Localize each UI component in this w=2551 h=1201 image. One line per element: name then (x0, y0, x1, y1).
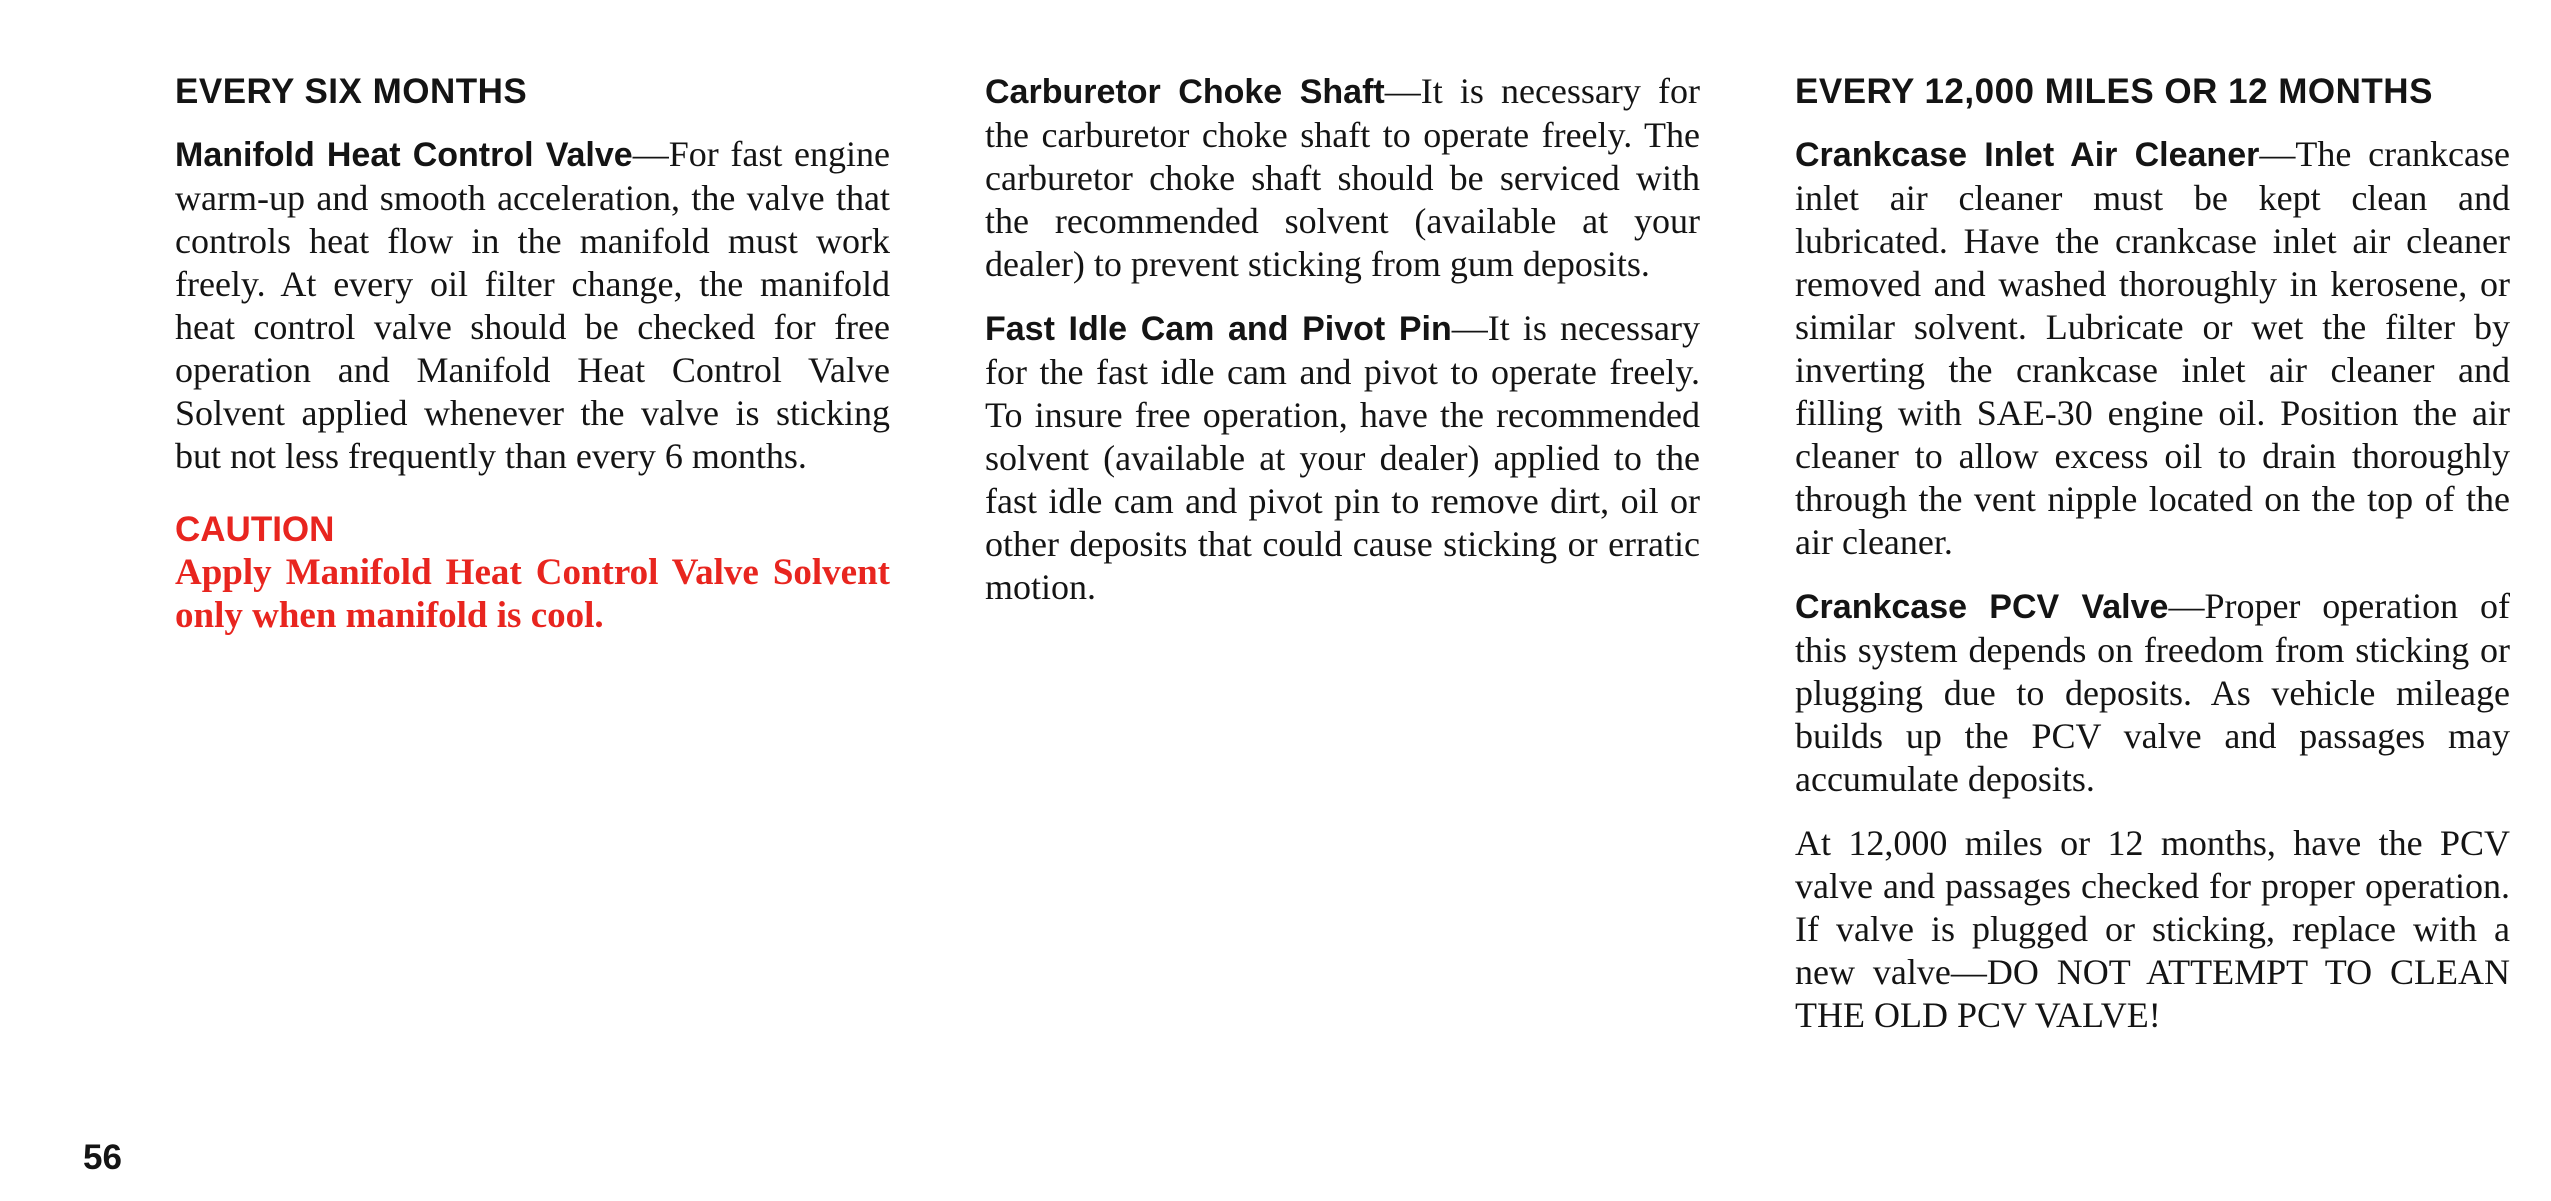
paragraph-fast-idle-cam (985, 307, 1700, 609)
column-right (1795, 70, 2510, 1058)
paragraph-crankcase-pcv-valve (1795, 585, 2510, 801)
term-carburetor-choke-shaft: Carburetor Choke Shaft (985, 73, 1385, 111)
page-number: 56 (83, 1138, 122, 1177)
paragraph-crankcase-inlet-air-cleaner (1795, 133, 2510, 564)
body-fast-idle-cam: —It is necessary for the fast idle cam and pivot to operate freely. To insure free operation, have the recommended solvent (available at your dealer) applied to the fast idle cam and pivot pin to remove dirt, oil or other deposits that could cause sticking or erratic motion. (985, 308, 1700, 607)
paragraph-carburetor-choke-shaft (985, 70, 1700, 286)
body-manifold-heat-control-valve: —For fast engine warm-up and smooth acceleration, the valve that controls heat flow in the manifold must work freely. At every oil filter change, the manifold heat control valve should be checked for free operation and Manifold Heat Control Valve Solvent applied whenever the valve is sticking but not less frequently than every 6 months. (175, 134, 891, 476)
column-middle (985, 70, 1700, 630)
body-crankcase-inlet-air-cleaner: —The crankcase inlet air cleaner must be kept clean and lubricated. Have the crankcase inlet air cleaner removed and washed thoroughly in kerosene, or similar solvent. Lubricate or wet the filter by inverting the crankcase inlet air cleaner and filling with SAE-30 engine oil. Position the air cleaner to allow excess oil to drain thoroughly through the vent nipple located on the top of the air cleaner. (1795, 134, 2511, 562)
term-manifold-heat-control-valve: Manifold Heat Control Valve (175, 136, 633, 174)
body-crankcase-pcv-valve: —Proper operation of this system depends on freedom from sticking or plugging due to deposits. As vehicle mileage builds up the PCV valve and passages may accumulate deposits. (1795, 586, 2510, 799)
caution-label: CAUTION (175, 510, 335, 549)
caution-text: Apply Manifold Heat Control Valve Solvent only when manifold is cool. (175, 552, 890, 636)
section-heading-six-months: EVERY SIX MONTHS (175, 72, 528, 111)
section-heading-12000-miles: EVERY 12,000 MILES OR 12 MONTHS (1795, 72, 2433, 111)
paragraph-manifold-heat-control-valve (175, 133, 890, 478)
body-carburetor-choke-shaft: —It is necessary for the carburetor choke shaft to operate freely. The carburetor choke shaft should be serviced with the recommended solvent (available at your dealer) to prevent sticking from gum deposits. (985, 71, 1700, 284)
column-left (175, 70, 890, 637)
paragraph-pcv-service: At 12,000 miles or 12 months, have the PCV valve and passages checked for proper operation. If valve is plugged or sticking, replace with a new valve—DO NOT ATTEMPT TO CLEAN THE OLD PCV VALVE! (1795, 823, 2510, 1035)
term-fast-idle-cam: Fast Idle Cam and Pivot Pin (985, 310, 1452, 348)
term-crankcase-inlet-air-cleaner: Crankcase Inlet Air Cleaner (1795, 136, 2260, 174)
term-crankcase-pcv-valve: Crankcase PCV Valve (1795, 588, 2169, 626)
